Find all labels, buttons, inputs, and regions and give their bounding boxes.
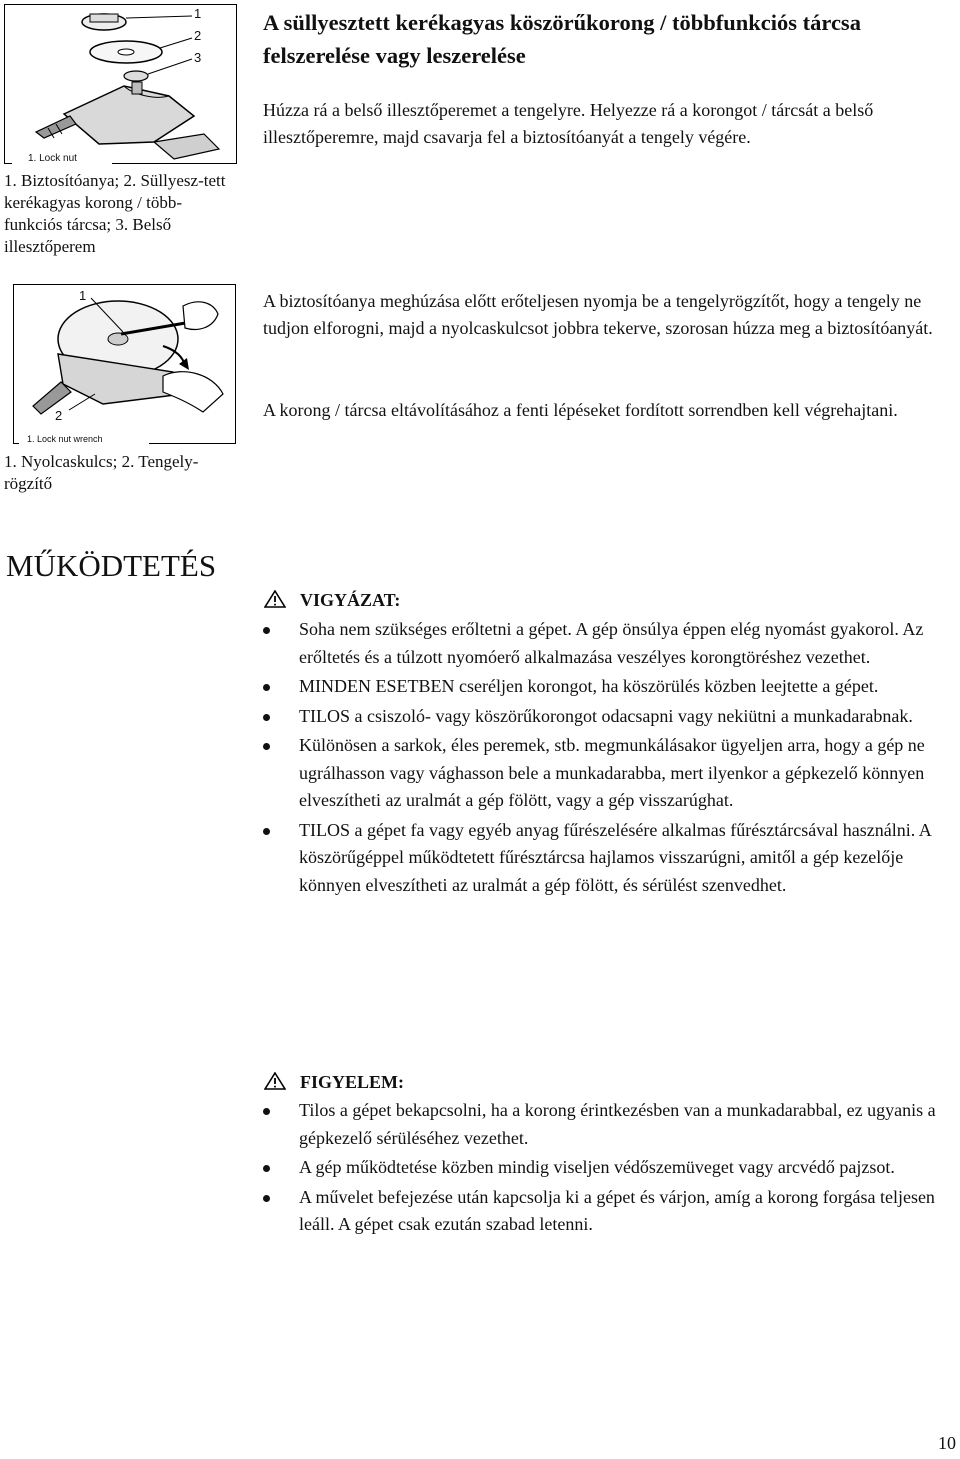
instruction-paragraph-1: Húzza rá a belső illesztőperemet a tengelyre. Helyezze rá a korongot / tárcsát a belső illesztőperemre, majd csavarja fel a biztosítóanyát a tengely végére. bbox=[263, 100, 874, 147]
list-item: Soha nem szükséges erőltetni a gépet. A gép önsúlya éppen elég nyomást gyakorol. Az erőltetés és a túlzott nyomóerő alkalmazása veszélyes korongtöréshez vezethet. bbox=[263, 616, 953, 671]
caution-heading-row bbox=[264, 1070, 404, 1094]
list-item: Tilos a gépet bekapcsolni, ha a korong érintkezésben van a munkadarabbal, ez ugyanis a gépkezelő sérüléséhez vezethet. bbox=[263, 1097, 953, 1152]
caution-heading: FIGYELEM: bbox=[300, 1072, 405, 1092]
warning-list bbox=[263, 616, 953, 899]
warning-triangle-icon bbox=[264, 590, 286, 608]
bullet-icon bbox=[263, 627, 270, 634]
list-item: TILOS a csiszoló- vagy köszörűkorongot odacsapni vagy nekiütni a munkadarabnak. bbox=[263, 703, 953, 731]
list-item: A művelet befejezése után kapcsolja ki a gépet és várjon, amíg a korong forgása teljesen leáll. A gépet csak ezután szabad letenni. bbox=[263, 1184, 953, 1239]
callout-2: 2 bbox=[194, 28, 202, 43]
instruction-paragraph-2: A biztosítóanya meghúzása előtt erőteljesen nyomja be a tengelyrögzítőt, hogy a tengely ne tudjon elforogni, majd a nyolcaskulcsot jobbra tekerve, szorosan húzza meg a biztosítóanyát. bbox=[263, 291, 933, 338]
bullet-icon bbox=[263, 1108, 270, 1115]
bullet-icon bbox=[263, 828, 270, 835]
warning-heading-row bbox=[264, 588, 400, 612]
bullet-icon bbox=[263, 1195, 270, 1202]
caution-list bbox=[263, 1097, 953, 1239]
list-item: Különösen a sarkok, éles peremek, stb. megmunkálásakor ügyeljen arra, hogy a gép ne ugrálhasson vagy vághasson bele a munkadarabba, mert ilyenkor a gépkezelő könnyen elveszítheti az uralmát a gép fölött, vagy a gép visszarúghat. bbox=[263, 732, 953, 815]
section-heading: MŰKÖDTETÉS bbox=[6, 548, 217, 583]
list-item: MINDEN ESETBEN cseréljen korongot, ha köszörülés közben leejtette a gépet. bbox=[263, 673, 953, 701]
callout-1: 1 bbox=[194, 6, 202, 21]
callout-3: 3 bbox=[194, 50, 202, 65]
figure-wrench bbox=[13, 284, 236, 444]
list-item: TILOS a gépet fa vagy egyéb anyag fűrészelésére alkalmas fűrésztárcsával használni. A köszörűgéppel működtetett fűrésztárcsa hajlamos visszarúgni, amitől a gép kezelője könnyen elveszítheti az uralmát a gép fölött, és sérülést szenvedhet. bbox=[263, 817, 953, 900]
figure-wheel-caption: 1. Biztosítóanya; 2. Süllyesz-tett kerékagyas korong / több-funkciós tárcsa; 3. Belső illesztőperem bbox=[4, 171, 226, 256]
bullet-icon bbox=[263, 714, 270, 721]
figure-wheel-assembly bbox=[4, 4, 237, 164]
figure-tag: 1. Lock nut wrench bbox=[27, 434, 103, 444]
list-item: A gép működtetése közben mindig viseljen védőszemüveget vagy arcvédő pajzsot. bbox=[263, 1154, 953, 1182]
warning-heading: VIGYÁZAT: bbox=[300, 590, 401, 610]
bullet-icon bbox=[263, 684, 270, 691]
instruction-paragraph-3: A korong / tárcsa eltávolításához a fenti lépéseket fordított sorrendben kell végrehajtani. bbox=[263, 400, 898, 420]
callout-1: 1 bbox=[79, 288, 87, 303]
warning-triangle-icon bbox=[264, 1072, 286, 1090]
callout-2: 2 bbox=[55, 408, 63, 423]
bullet-icon bbox=[263, 743, 270, 750]
bullet-icon bbox=[263, 1165, 270, 1172]
figure-wrench-caption: 1. Nyolcaskulcs; 2. Tengely-rögzítő bbox=[4, 452, 199, 493]
wrench-illustration bbox=[13, 284, 236, 444]
figure-tag: 1. Lock nut bbox=[28, 153, 77, 164]
page-number: 10 bbox=[938, 1433, 956, 1453]
grinder-exploded-illustration bbox=[4, 4, 237, 164]
page-title: A süllyesztett kerékagyas köszörűkorong / többfunkciós tárcsa felszerelése vagy leszerelése bbox=[263, 10, 861, 68]
